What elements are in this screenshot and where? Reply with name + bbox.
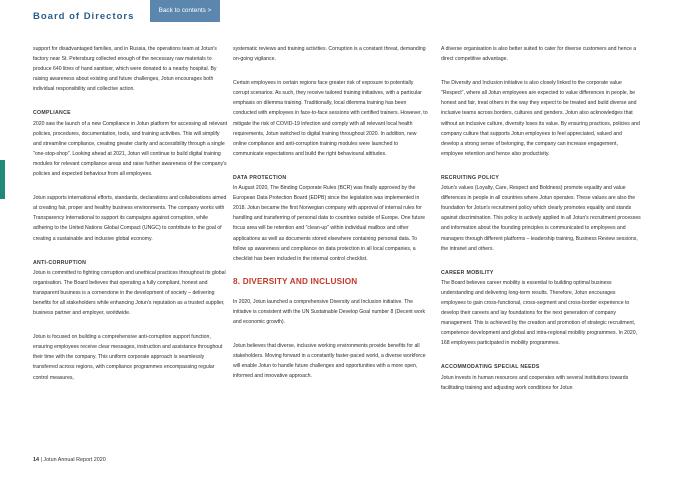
paragraph: Jotun is committed to fighting corruption and unethical practices throughout its global organisation. The Board believes that operating a fully compliant, honest and transparent business is a cornerstone in the development of society – delivering benefits for all stakeholders while enhancing Jotun's reputation as a trusted supplier, business partner and employer, worldwide. — [33, 269, 226, 317]
page-number: 14 — [33, 457, 39, 463]
subheading-special-needs: ACCOMMODATING SPECIAL NEEDS — [441, 364, 540, 371]
paragraph: In 2020, Jotun launched a comprehensive Diversity and Inclusion initiative. The initiative is consistent with the UN Sustainable Develop Goal number 8 (Decent work and economic growth). — [233, 298, 426, 325]
paragraph: support for disadvantaged families, and in Russia, the operations team at Jotun's factory near St. Petersburg collected enough of the necessary raw materials to produce 640 litres of hand sanitiser, which were donated to a nearby hospital. By raising awareness about existing and future challenges, Jotun encourages both individual responsibility and collective action. — [33, 46, 217, 93]
subheading-data-protection: DATA PROTECTION — [233, 174, 287, 181]
paragraph: In August 2020, The Binding Corporate Rules (BCR) was finally approved by the European Data Protection Board (EDPB) since the legislation was implemented in 2018. Jotun became the first Norwegian company with approval of internal rules for handling and transferring of personal data to countries outside of Europe. One future focus area will be retention and "clean-up" within individual mailbox and other applications as well as documents stored elsewhere containing personal data. To follow up awareness and compliance on data protection in all local companies, a checklist has been included in the internal control checklist. — [233, 185, 426, 262]
paragraph: systematic reviews and training activities. Corruption is a constant threat, demanding on-going vigilance. — [233, 46, 426, 63]
paragraph: Jotun invests in human resources and cooperates with several institutions towards facilitating training and adjusting work conditions for Jotun — [441, 374, 629, 391]
footer-separator: | — [40, 457, 42, 463]
paragraph: 2020 saw the launch of a new Compliance in Jotun platform for accessing all relevant policies, procedures, documentation, tools, and training activities. This will simplify and streamline compliance, creating greater clarity and accessibility through a single "one-stop-shop". Looking ahead at 2021, Jotun will continue to build digital training modules for relevant compliance areas and raise further awareness of the company's policies and expected behaviour from all employees. — [33, 120, 228, 178]
paragraph: Jotun is focused on building a comprehensive anti-corruption support function, ensuring employees receive clear messages, instruction and assistance throughout their time with the company. This uniform corporate approach is seamlessly transferred across regions, with compliance programmes encompassing regular control measures, — [33, 334, 223, 381]
section-title-diversity: 8. DIVERSITY AND INCLUSION — [233, 276, 358, 286]
text-column-1 — [33, 44, 228, 383]
report-title: Jotun Annual Report 2020 — [43, 457, 106, 463]
paragraph: Certain employees in certain regions face greater risk of exposure to potentially corrupt scenarios. As such, they receive tailored training initiatives, with a particular emphasis on dilemma training. Traditionally, local dilemma training has been conducted with employees in face-to-face sessions with certified trainers. However, to mitigate the risk of COVID-19 infection and comply with all relevant local health requirements, Jotun switched to digital training throughout 2020. In addition, new online compliance and anti-corruption training modules were launched to communicate expectations and build the right behavioural attitudes. — [233, 80, 428, 157]
paragraph: Jotun's values (Loyalty, Care, Respect and Boldness) promote equality and value differences in people in all countries where Jotun operates. These values are also the foundation for Jotun's recruitment policy which clearly promotes equality and stands against discrimination. This policy is actively applied in all Jotun's recruitment processes and information about the founding principles is communicated to employees and managers through different platforms – leadership training, Business Review sessions, the intranet and others. — [441, 185, 641, 252]
page-footer — [33, 457, 106, 463]
subheading-career-mobility: CAREER MOBILITY — [441, 269, 494, 276]
text-column-2 — [233, 44, 428, 381]
page-title: Board of Directors — [33, 11, 135, 22]
back-to-contents-button[interactable]: Back to contents > — [150, 0, 220, 22]
text-column-3 — [441, 44, 641, 393]
side-accent-bar — [0, 160, 5, 199]
paragraph: A diverse organisation is also better suited to cater for diverse customers and hence a direct competitive advantage. — [441, 46, 637, 63]
subheading-compliance: COMPLIANCE — [33, 110, 71, 117]
paragraph: The Diversity and Inclusion initiative is also closely linked to the corporate value "Respect", where all Jotun employees are expected to value differences in people, be honest and fair, treat others in the way they expect to be treated and build diverse and inclusive teams across borders, cultures and genders. Jotun also acknowledges that without an inclusive culture, diversity loses its value. By ensuring practices, policies and company culture that supports Jotun employees to feel appreciated, valued and develop a strong sense of belonging, the company can increase engagement, employee retention and hence also productivity. — [441, 80, 640, 157]
subheading-anti-corruption: ANTI-CORRUPTION — [33, 259, 87, 266]
paragraph: Jotun believes that diverse, inclusive working environments provide benefits for all stakeholders. Moving forward in a constantly faster-paced world, a diverse workforce will enable Jotun to handle future challenges and opportunities with a more open, informed and innovative approach. — [233, 343, 426, 380]
subheading-recruiting-policy: RECRUITING POLICY — [441, 174, 500, 181]
paragraph: Jotun supports international efforts, standards, declarations and collaborations aimed at creating fair, proper and healthy business environments. The company works with Transparency International to support its campaigns against corruption, while adhering to the United Nations Global Compact (UNGC) to contribute to the goal of creating a sustainable and inclusive global economy. — [33, 195, 227, 242]
paragraph: The Board believes career mobility is essential to building optimal business understanding and delivering long-term results. Therefore, Jotun encourages employees to gain cross-functional, cross-segment and cross-border experience to develop their careers and lay foundations for the next generation of company management. This is achieved by the creation and promotion of strategic recruitment, competence development and global and intra-regional mobility programmes. In 2020, 168 employees participated in mobility programmes. — [441, 279, 638, 347]
